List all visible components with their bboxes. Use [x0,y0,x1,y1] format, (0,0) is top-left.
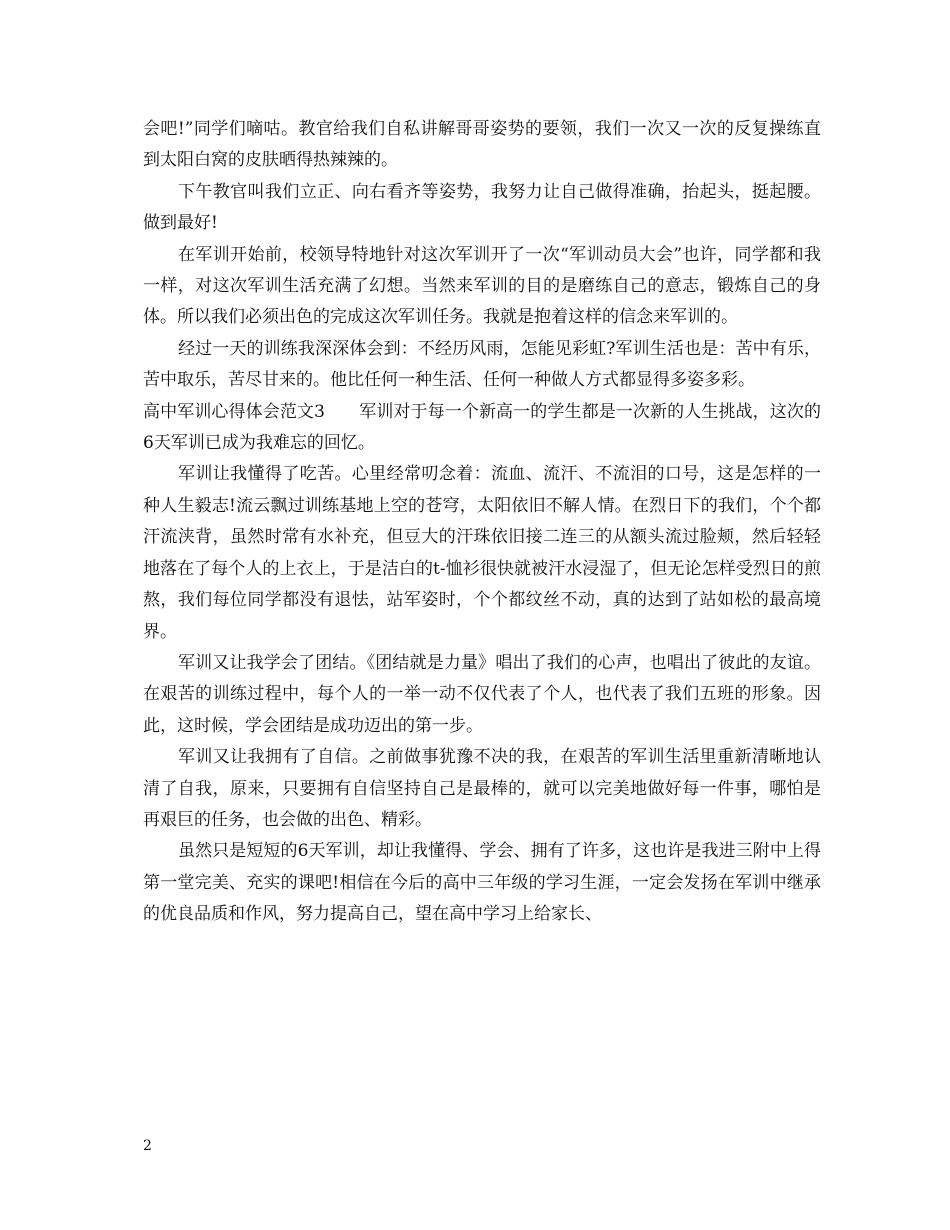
paragraph-6: 军训让我懂得了吃苦。心里经常叨念着：流血、流汗、不流泪的口号，这是怎样的一种人生毅志!流云飘过训练基地上空的苍穹，太阳依旧不解人情。在烈日下的我们，个个都汗流浃背，虽然时常有水补充，但豆大的汗珠依旧接二连三的从额头流过脸颊，然后轻轻地落在了每个人的上衣上，于是洁白的t-恤衫很快就被汗水浸湿了，但无论怎样受烈日的煎熬，我们每位同学都没有退怯，站军姿时，个个都纹丝不动，真的达到了站如松的最高境界。 [143,464,821,642]
paragraph-2: 下午教官叫我们立正、向右看齐等姿势，我努力让自己做得准确，抬起头，挺起腰。做到最好! [143,181,821,234]
paragraph-7: 军训又让我学会了团结。《团结就是力量》唱出了我们的心声，也唱出了彼此的友谊。在艰苦的训练过程中，每个人的一举一动不仅代表了个人，也代表了我们五班的形象。因此，这时候，学会团结是成功迈出的第一步。 [143,652,821,736]
document-body [143,114,821,931]
paragraph-5-section-heading: 高中军训心得体会范文3 军训对于每一个新高一的学生都是一次新的人生挑战，这次的6天军训已成为我难忘的回忆。 [143,401,821,454]
paragraph-1: 会吧!”同学们嘀咕。教官给我们自私讲解哥哥姿势的要领，我们一次又一次的反复操练直到太阳白窝的皮肤晒得热辣辣的。 [143,119,821,171]
paragraph-9: 虽然只是短短的6天军训，却让我懂得、学会、拥有了许多，这也许是我进三附中上得第一堂完美、充实的课吧!相信在今后的高中三年级的学习生涯，一定会发扬在军训中继承的优良品质和作风，努力提高自己，望在高中学习上给家长、 [143,841,821,925]
paragraph-4: 经过一天的训练我深深体会到：不经历风雨，怎能见彩虹?军训生活也是：苦中有乐，苦中取乐，苦尽甘来的。他比任何一种生活、任何一种做人方式都显得多姿多彩。 [143,338,821,391]
paragraph-8: 军训又让我拥有了自信。之前做事犹豫不决的我，在艰苦的军训生活里重新清晰地认清了自我，原来，只要拥有自信坚持自己是最棒的，就可以完美地做好每一件事，哪怕是再艰巨的任务，也会做的出色、精彩。 [143,747,821,830]
paragraph-3: 在军训开始前，校领导特地针对这次军训开了一次“军训动员大会”也许，同学都和我一样，对这次军训生活充满了幻想。当然来军训的目的是磨练自己的意志，锻炼自己的身体。所以我们必须出色的完成这次军训任务。我就是抱着这样的信念来军训的。 [143,244,821,328]
page-number: 2 [143,1138,152,1154]
